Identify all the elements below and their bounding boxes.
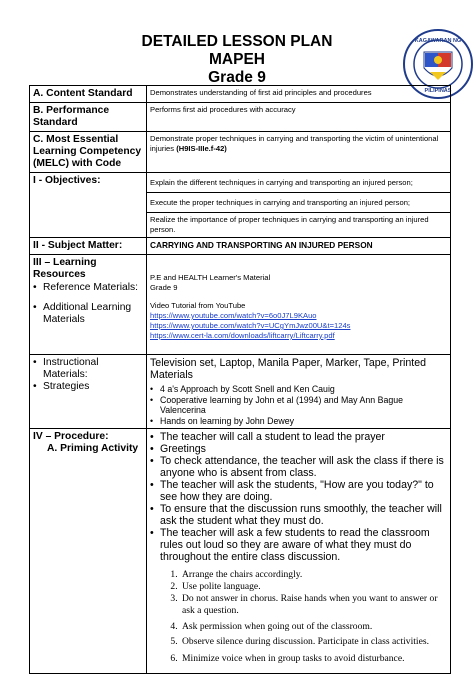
learning-resources-value (147, 255, 451, 355)
strategies-label: • Strategies (33, 381, 143, 393)
youtube-link-1[interactable]: https://www.youtube.com/watch?v=6o0J7L9KAuo (150, 311, 317, 320)
doc-title: DETAILED LESSON PLAN (141, 33, 333, 50)
procedure-step-5: • To ensure that the discussion runs smoothly, the teacher will ask the student what they must do. (150, 503, 447, 527)
melc-value (147, 132, 451, 173)
subject-matter-label: II - Subject Matter: (30, 238, 147, 255)
objective-3: Realize the importance of proper techniques in carrying and transporting an injured person. (147, 213, 451, 238)
subject-matter-value: CARRYING AND TRANSPORTING AN INJURED PERSON (147, 238, 451, 255)
strategy-3: • Hands on learning by John Dewey (150, 416, 447, 427)
instructional-materials-label: • Instructional Materials: (33, 357, 143, 381)
priming-activity-label: A. Priming Activity (47, 443, 139, 455)
procedure-step-4: • The teacher will ask the students, "How are you today?" to see how they are doing. (150, 479, 447, 503)
ref-line-1: P.E and HEALTH Learner's Material (150, 273, 271, 282)
melc-text: Demonstrate proper techniques in carrying and transporting the victim of unintentional injuries (150, 134, 439, 153)
additional-materials-label: • Additional Learning Materials (33, 302, 143, 326)
video-label: Video Tutorial from YouTube (150, 301, 246, 310)
objective-1: Explain the different techniques in carrying and transporting an injured person; (147, 173, 451, 193)
classroom-rule-6: 6. Minimize voice when in group tasks to avoid disturbance. (180, 653, 447, 665)
doc-subject: MAPEH (209, 51, 265, 68)
procedure-step-3: • To check attendance, the teacher will ask the class if there is anyone who is absent from class. (150, 455, 447, 479)
learning-resources-cell (30, 255, 147, 355)
learning-resources-label: III – Learning Resources (33, 257, 97, 280)
melc-code: (H9IS-IIIe.f-42) (176, 144, 227, 153)
melc-label: C. Most Essential Learning Competency (MELC) with Code (30, 132, 147, 173)
performance-standard-label: B. Performance Standard (30, 103, 147, 132)
lesson-plan-table (29, 85, 451, 674)
classroom-rule-1: 1. Arrange the chairs accordingly. (180, 569, 447, 581)
ref-line-2: Grade 9 (150, 283, 178, 292)
procedure-value-cell (147, 429, 451, 674)
procedure-cell (30, 429, 147, 674)
reference-materials-label: • Reference Materials: (33, 282, 143, 294)
cert-pdf-link[interactable]: https://www.cert-la.com/downloads/liftcarry/Liftcarry.pdf (150, 331, 335, 340)
strategy-2: • Cooperative learning by John et al (1994) and May Ann Bague Valencerina (150, 395, 447, 416)
doc-grade: Grade 9 (208, 69, 266, 86)
classroom-rule-5: 5. Observe silence during discussion. Participate in class activities. (180, 636, 447, 648)
procedure-step-6: • The teacher will ask a few students to read the classroom rules out loud so they are aware of what they must do throughout the entire class discussion. (150, 527, 447, 563)
procedure-label: IV – Procedure: (33, 431, 109, 443)
strategy-1: • 4 a's Approach by Scott Snell and Ken Cauig (150, 384, 447, 395)
classroom-rule-2: 2. Use polite language. (180, 581, 447, 593)
procedure-step-2: • Greetings (150, 443, 447, 455)
procedure-step-1: • The teacher will call a student to lead the prayer (150, 431, 447, 443)
svg-text:PILIPINAS: PILIPINAS (424, 88, 452, 94)
performance-standard-value: Performs first aid procedures with accuracy (147, 103, 451, 132)
svg-text:KAGAWARAN NG: KAGAWARAN NG (414, 38, 462, 44)
classroom-rule-3: 3. Do not answer in chorus. Raise hands when you want to answer or ask a question. (180, 593, 447, 617)
materials-value-cell (147, 355, 451, 429)
classroom-rule-4: 4. Ask permission when going out of the classroom. (180, 621, 447, 633)
objectives-label: I - Objectives: (30, 173, 147, 238)
instructional-materials-value: Television set, Laptop, Manila Paper, Marker, Tape, Printed Materials (150, 357, 426, 381)
content-standard-label: A. Content Standard (30, 86, 147, 103)
youtube-link-2[interactable]: https://www.youtube.com/watch?v=UCgYmJwz00U&t=124s (150, 321, 351, 330)
objective-2: Execute the proper techniques in carrying and transporting an injured person; (147, 193, 451, 213)
materials-cell (30, 355, 147, 429)
content-standard-value: Demonstrates understanding of first aid principles and procedures (147, 86, 451, 103)
